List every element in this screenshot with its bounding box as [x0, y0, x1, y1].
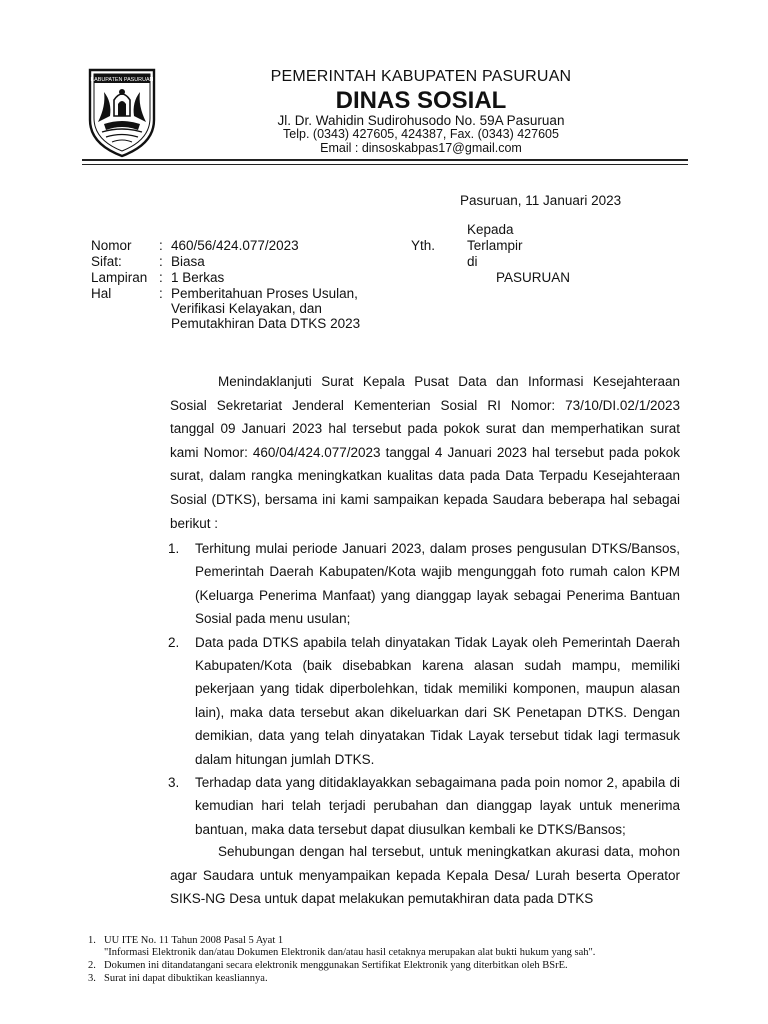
footnote-2: [88, 960, 568, 972]
sifat-value: Biasa: [171, 254, 205, 269]
hal-colon: :: [159, 286, 163, 301]
nomor-label: Nomor: [91, 238, 132, 253]
list-item-number: 3.: [168, 775, 180, 791]
hal-value-line3: Pemutakhiran Data DTKS 2023: [171, 316, 361, 331]
footnote-number: 1.: [88, 935, 96, 946]
hal-value-line2: Verifikasi Kelayakan, dan: [171, 301, 322, 316]
footnote-text: Dokumen ini ditandatangani secara elektronik menggunakan Sertifikat Elektronik yang diterbitkan oleh BSrE.: [104, 960, 568, 971]
regency-emblem-logo: [84, 66, 160, 158]
recipient-place: PASURUAN: [496, 270, 571, 285]
sifat-colon: :: [159, 254, 163, 269]
footnote-number: 3.: [88, 973, 96, 984]
letter-date: Pasuruan, 11 Januari 2023: [460, 193, 622, 208]
hal-value-line1: Pemberitahuan Proses Usulan,: [171, 286, 358, 301]
government-name: PEMERINTAH KABUPATEN PASURUAN: [270, 68, 572, 85]
list-item-number: 2.: [168, 634, 180, 650]
sifat-label: Sifat:: [91, 254, 122, 269]
logo-text: KABUPATEN PASURUAN: [90, 77, 154, 83]
footnote-number: 2.: [88, 960, 96, 971]
nomor-value: 460/56/424.077/2023: [171, 238, 299, 253]
recipient-yth: Yth.: [411, 238, 436, 253]
lampiran-label: Lampiran: [91, 270, 148, 285]
lampiran-value: 1 Berkas: [171, 270, 225, 285]
list-item-text: Terhitung mulai periode Januari 2023, dalam proses pengusulan DTKS/Bansos, Pemerintah Daerah Kabupaten/Kota wajib mengunggah foto rumah calon KPM (Keluarga Penerima Manfaat) yang dianggap layak sebagai Penerima Bantuan Sosial pada menu usulan;: [195, 541, 680, 627]
office-email: Email : dinsoskabpas17@gmail.com: [320, 141, 522, 155]
letterhead-divider-thin: [82, 164, 688, 165]
recipient-di: di: [467, 254, 478, 269]
office-address: Jl. Dr. Wahidin Sudirohusodo No. 59A Pasuruan: [277, 113, 565, 128]
footnote-3: [88, 973, 268, 985]
list-item-number: 1.: [168, 541, 180, 556]
footnote-text: UU ITE No. 11 Tahun 2008 Pasal 5 Ayat 1: [104, 935, 284, 946]
closing-paragraph: Sehubungan dengan hal tersebut, untuk meningkatkan akurasi data, mohon agar Saudara untuk menyampaikan kepada Kepala Desa/ Lurah beserta Operator SIKS-NG Desa untuk dapat melakukan pemutakhiran data pada DTKS: [170, 844, 680, 907]
list-item-text: Terhadap data yang ditidaklayakkan sebagaimana pada poin nomor 2, apabila di kemudian hari telah terjadi perubahan dan dianggap layak untuk menerima bantuan, maka data tersebut dapat diusulkan kembali ke DTKS/Bansos;: [195, 775, 680, 837]
recipient-kepada: Kepada: [467, 222, 514, 237]
list-item: [168, 771, 680, 841]
intro-paragraph: Menindaklanjuti Surat Kepala Pusat Data dan Informasi Kesejahteraan Sosial Sekretariat Jenderal Kementerian Sosial RI Nomor: 73/10/DI.02/1/2023 tanggal 09 Januari 2023 hal tersebut pada pokok surat dan memperhatikan surat kami Nomor: 460/04/424.077/2023 tanggal 4 Januari 2023 hal tersebut pada pokok surat, dalam rangka meningkatkan kualitas data pada Data Terpadu Kesejahteraan Sosial (DTKS), bersama ini kami sampaikan kepada Saudara beberapa hal sebagai berikut :: [170, 374, 680, 531]
nomor-colon: :: [159, 238, 163, 253]
list-item: [168, 631, 680, 771]
list-item: [168, 537, 680, 631]
recipient-terlampir: Terlampir: [467, 238, 523, 253]
list-item-text: Data pada DTKS apabila telah dinyatakan Tidak Layak oleh Pemerintah Daerah Kabupaten/Kota (baik disebabkan karena alasan sudah mampu, memiliki pekerjaan yang tidak diperbolehkan, tidak memiliki komponen, maupun alasan lain), maka data tersebut akan dikeluarkan dari SK Penetapan DTKS. Dengan demikian, data yang telah dinyatakan Tidak Layak tersebut tidak lagi termasuk dalam hitungan jumlah DTKS.: [195, 634, 680, 767]
points-list: [168, 537, 680, 841]
lampiran-colon: :: [159, 270, 163, 285]
footnote-1: [88, 935, 283, 947]
letterhead-divider-thick: [82, 159, 688, 161]
footnote-1-quote: "Informasi Elektronik dan/atau Dokumen Elektronik dan/atau hasil cetaknya merupakan alat bukti hukum yang sah".: [104, 947, 596, 958]
office-name: DINAS SOSIAL: [335, 87, 507, 114]
hal-label: Hal: [91, 286, 112, 301]
footnote-text: Surat ini dapat dibuktikan keasliannya.: [104, 973, 268, 984]
office-phone: Telp. (0343) 427605, 424387, Fax. (0343) 427605: [283, 127, 559, 141]
